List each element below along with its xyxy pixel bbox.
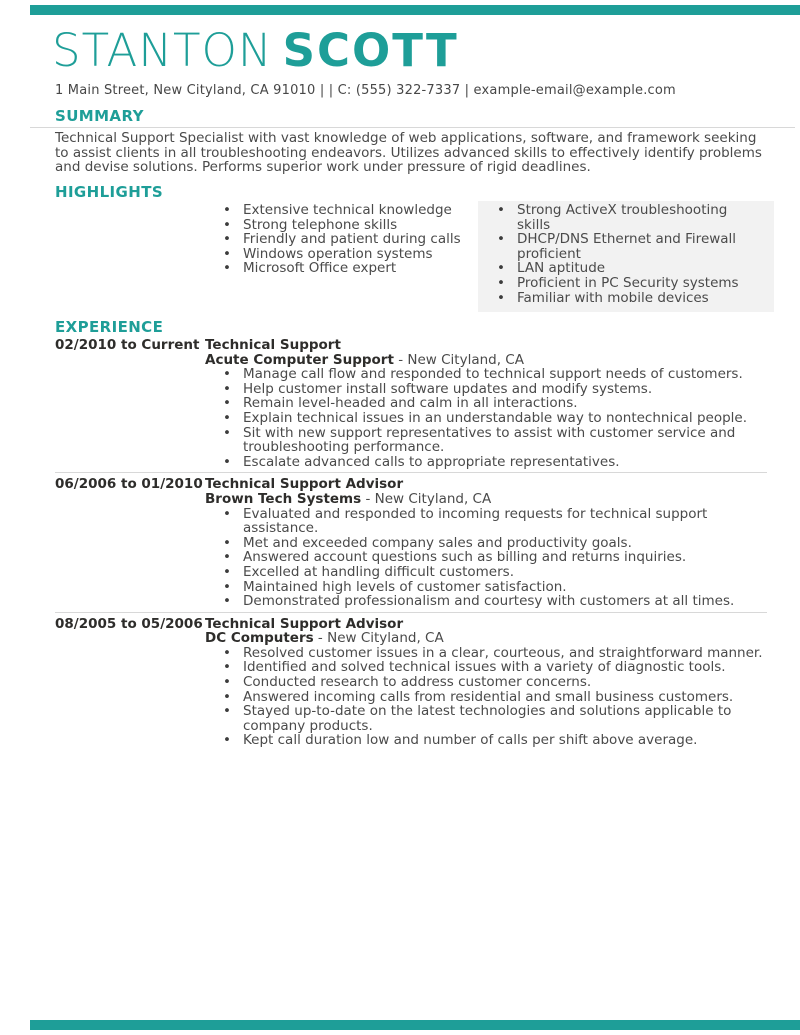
job-company-line	[205, 631, 767, 646]
bullet-icon: •	[497, 202, 505, 218]
bullet-icon: •	[223, 424, 231, 441]
job-dates: 02/2010 to Current	[55, 337, 200, 353]
job-location: - New Cityland, CA	[393, 351, 524, 368]
job-company-name: Acute Computer Support	[205, 351, 394, 368]
highlight-item-text: Proficient in PC Security systems	[517, 274, 739, 291]
summary-divider	[30, 127, 795, 128]
bottom-accent-bar	[30, 1020, 800, 1030]
job-bullet-text: Maintained high levels of customer satisfaction.	[243, 578, 567, 595]
summary-text: Technical Support Specialist with vast knowledge of web applications, software, and framework seeking to assist clients in all troubleshooting endeavors. Utilizes advanced skills to effectively identify problems and devise solutions. Performs superior work under pressure of rigid deadlines.	[55, 130, 762, 176]
job-title: Technical Support	[205, 337, 341, 353]
highlight-item-text: Friendly and patient during calls	[243, 231, 461, 248]
list-item	[205, 733, 767, 748]
bullet-icon: •	[223, 644, 231, 661]
bullet-icon: •	[223, 245, 231, 262]
bullet-icon: •	[223, 505, 231, 522]
bullet-icon: •	[223, 593, 231, 610]
job-title: Technical Support Advisor	[205, 615, 404, 632]
job-body	[205, 477, 767, 608]
list-item	[205, 247, 467, 262]
experience-heading: EXPERIENCE	[55, 318, 164, 336]
job-company-name: DC Computers	[205, 630, 314, 647]
list-item	[205, 426, 767, 455]
job-bullet-list	[205, 367, 767, 469]
list-item	[205, 536, 767, 551]
bullet-icon: •	[223, 732, 231, 749]
experience-entries	[55, 338, 767, 748]
list-item	[205, 203, 467, 218]
list-item	[205, 261, 467, 276]
job-company-line	[205, 492, 767, 507]
list-item	[205, 646, 767, 661]
list-item	[480, 291, 748, 306]
summary-heading: SUMMARY	[55, 107, 144, 125]
job-entry	[55, 612, 767, 748]
highlight-item-text: Windows operation systems	[243, 245, 433, 262]
job-bullet-text: Answered account questions such as billing and returns inquiries.	[243, 549, 687, 566]
bullet-icon: •	[223, 659, 231, 676]
job-company-line	[205, 353, 767, 368]
job-bullet-text: Identified and solved technical issues with a variety of diagnostic tools.	[243, 659, 726, 676]
job-bullet-text: Manage call flow and responded to technical support needs of customers.	[243, 366, 743, 383]
list-item	[205, 232, 467, 247]
candidate-name	[52, 26, 459, 76]
list-item	[205, 565, 767, 580]
bullet-icon: •	[223, 216, 231, 233]
job-bullet-text: Evaluated and responded to incoming requests for technical support assistance.	[243, 505, 708, 537]
bullet-icon: •	[497, 231, 505, 248]
list-item	[205, 218, 467, 233]
job-bullet-text: Resolved customer issues in a clear, courteous, and straightforward manner.	[243, 644, 763, 661]
job-bullet-text: Remain level-headed and calm in all interactions.	[243, 395, 578, 412]
list-item	[205, 411, 767, 426]
list-item	[205, 507, 767, 536]
job-bullet-list	[205, 646, 767, 748]
bullet-icon: •	[223, 688, 231, 705]
list-item	[205, 455, 767, 470]
bullet-icon: •	[223, 578, 231, 595]
highlight-item-text: Extensive technical knowledge	[243, 202, 452, 218]
highlight-item-text: Strong telephone skills	[243, 216, 398, 233]
bullet-icon: •	[223, 549, 231, 566]
job-bullet-text: Stayed up-to-date on the latest technologies and solutions applicable to company products.	[243, 703, 732, 734]
list-item	[480, 276, 748, 291]
job-bullet-text: Demonstrated professionalism and courtesy with customers at all times.	[243, 593, 735, 610]
job-bullet-text: Sit with new support representatives to assist with customer service and troubleshooting performance.	[243, 424, 736, 456]
highlights-left-list	[205, 203, 467, 276]
job-bullet-text: Answered incoming calls from residential and small business customers.	[243, 688, 734, 705]
job-body	[205, 617, 767, 748]
bullet-icon: •	[223, 202, 231, 218]
bullet-icon: •	[497, 260, 505, 277]
job-entry	[55, 338, 767, 469]
highlight-item-text: LAN aptitude	[517, 260, 606, 277]
highlights-heading: HIGHLIGHTS	[55, 183, 164, 201]
highlight-item-text: Strong ActiveX troubleshooting skills	[517, 202, 728, 233]
list-item	[205, 675, 767, 690]
bullet-icon: •	[223, 674, 231, 691]
list-item	[205, 594, 767, 609]
job-dates: 06/2006 to 01/2010	[55, 476, 203, 493]
job-company-name: Brown Tech Systems	[205, 490, 362, 507]
candidate-last-name: SCOTT	[282, 24, 459, 77]
job-bullet-text: Excelled at handling difficult customers.	[243, 563, 514, 580]
list-item	[205, 367, 767, 382]
bullet-icon: •	[223, 453, 231, 470]
highlights-right-list	[480, 203, 748, 305]
job-bullet-text: Conducted research to address customer concerns.	[243, 674, 592, 691]
job-body	[205, 338, 767, 469]
job-bullet-text: Explain technical issues in an understandable way to nontechnical people.	[243, 409, 747, 426]
job-bullet-text: Met and exceeded company sales and productivity goals.	[243, 534, 632, 551]
job-entry	[55, 472, 767, 608]
job-bullet-list	[205, 507, 767, 609]
list-item	[205, 580, 767, 595]
contact-line: 1 Main Street, New Cityland, CA 91010 | | C: (555) 322-7337 | example-email@example.com	[55, 83, 676, 98]
bullet-icon: •	[223, 395, 231, 412]
list-item	[480, 232, 748, 261]
job-dates: 08/2005 to 05/2006	[55, 615, 203, 632]
list-item	[205, 704, 767, 733]
job-location: - New Cityland, CA	[313, 630, 444, 647]
bullet-icon: •	[223, 409, 231, 426]
highlight-item-text: Familiar with mobile devices	[517, 289, 709, 306]
highlight-item-text: DHCP/DNS Ethernet and Firewall proficient	[517, 231, 737, 262]
bullet-icon: •	[223, 260, 231, 277]
list-item	[205, 660, 767, 675]
job-title: Technical Support Advisor	[205, 476, 404, 493]
list-item	[205, 690, 767, 705]
bullet-icon: •	[223, 563, 231, 580]
job-location: - New Cityland, CA	[361, 490, 492, 507]
bullet-icon: •	[223, 534, 231, 551]
list-item	[480, 203, 748, 232]
highlight-item-text: Microsoft Office expert	[243, 260, 397, 277]
bullet-icon: •	[497, 274, 505, 291]
bullet-icon: •	[223, 380, 231, 397]
bullet-icon: •	[223, 366, 231, 383]
list-item	[205, 396, 767, 411]
list-item	[205, 550, 767, 565]
bullet-icon: •	[223, 231, 231, 248]
bullet-icon: •	[497, 289, 505, 306]
job-bullet-text: Kept call duration low and number of calls per shift above average.	[243, 732, 698, 749]
list-item	[205, 382, 767, 397]
top-accent-bar	[30, 5, 800, 15]
bullet-icon: •	[223, 703, 231, 720]
list-item	[480, 261, 748, 276]
job-bullet-text: Help customer install software updates and modify systems.	[243, 380, 653, 397]
job-bullet-text: Escalate advanced calls to appropriate representatives.	[243, 453, 620, 470]
candidate-first-name: STANTON	[52, 24, 273, 77]
